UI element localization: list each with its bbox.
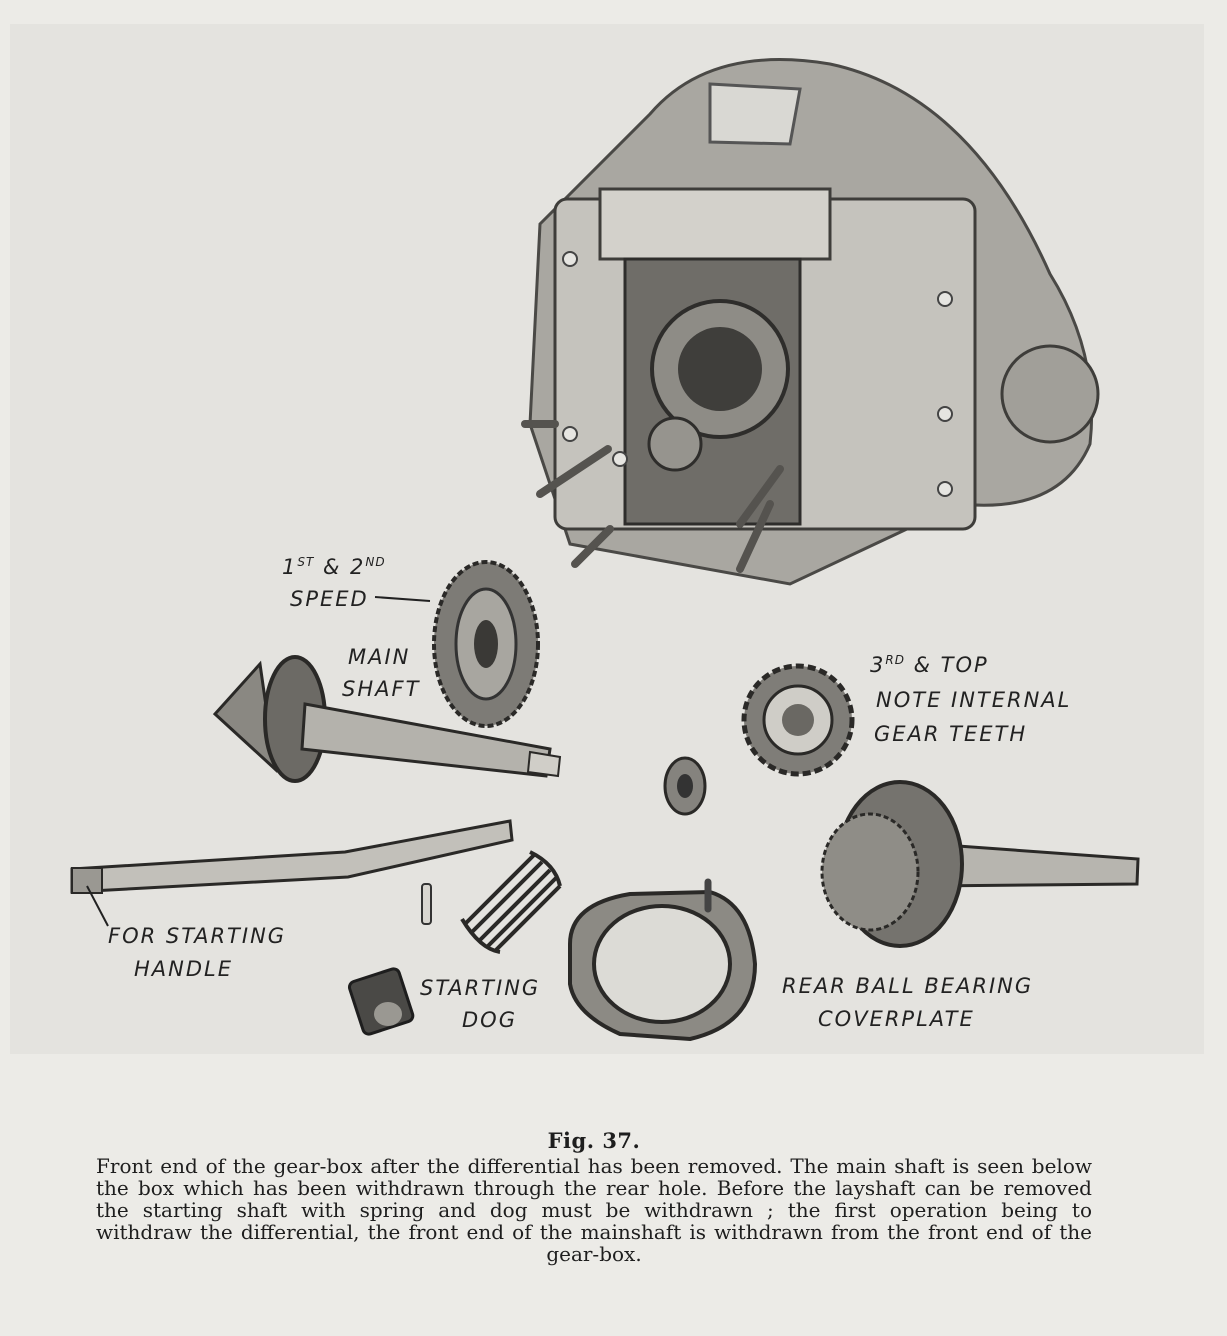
figure-caption-text: Front end of the gear-box after the differential has been removed. The main shaft is seen below the box which has been withdrawn through the rear hole. Before the layshaft can be removed the starting shaft with spring and dog must be withdrawn ; the first operation being to withdraw the differential, the front end of the mainshaft is withdrawn from the front end of the gear-box. — [96, 1154, 1092, 1266]
label-rear-ball-bearing: REAR BALL BEARING — [782, 974, 1034, 998]
label-coverplate: COVERPLATE — [818, 1007, 975, 1031]
label-note-internal: NOTE INTERNAL — [876, 688, 1072, 712]
label-first-second: 1ST & 2ND — [282, 555, 386, 579]
gearbox-parts-illustration — [10, 24, 1204, 1054]
third-top-gear — [744, 666, 852, 774]
layshaft-with-bearing — [822, 782, 1138, 946]
label-handle: HANDLE — [134, 957, 234, 981]
gearbox-photograph — [10, 24, 1204, 1054]
rear-bearing-coverplate — [570, 882, 755, 1039]
label-speed: SPEED — [290, 587, 369, 611]
gearbox-casing — [525, 60, 1098, 584]
label-dog: DOG — [462, 1008, 517, 1032]
first-second-speed-gear — [434, 562, 538, 726]
starting-dog — [348, 967, 414, 1035]
label-shaft: SHAFT — [342, 677, 421, 701]
starting-pin — [422, 884, 431, 924]
label-third-top: 3RD & TOP — [870, 653, 989, 677]
label-starting: STARTING — [420, 976, 541, 1000]
label-gear-teeth: GEAR TEETH — [874, 722, 1028, 746]
figure-caption — [96, 1128, 1092, 1265]
figure-title: Fig. 37. — [547, 1128, 641, 1153]
starting-spring — [462, 852, 560, 952]
label-for-starting: FOR STARTING — [108, 924, 287, 948]
label-main: MAIN — [348, 645, 411, 669]
starting-shaft — [72, 821, 512, 893]
small-bush — [665, 758, 705, 814]
